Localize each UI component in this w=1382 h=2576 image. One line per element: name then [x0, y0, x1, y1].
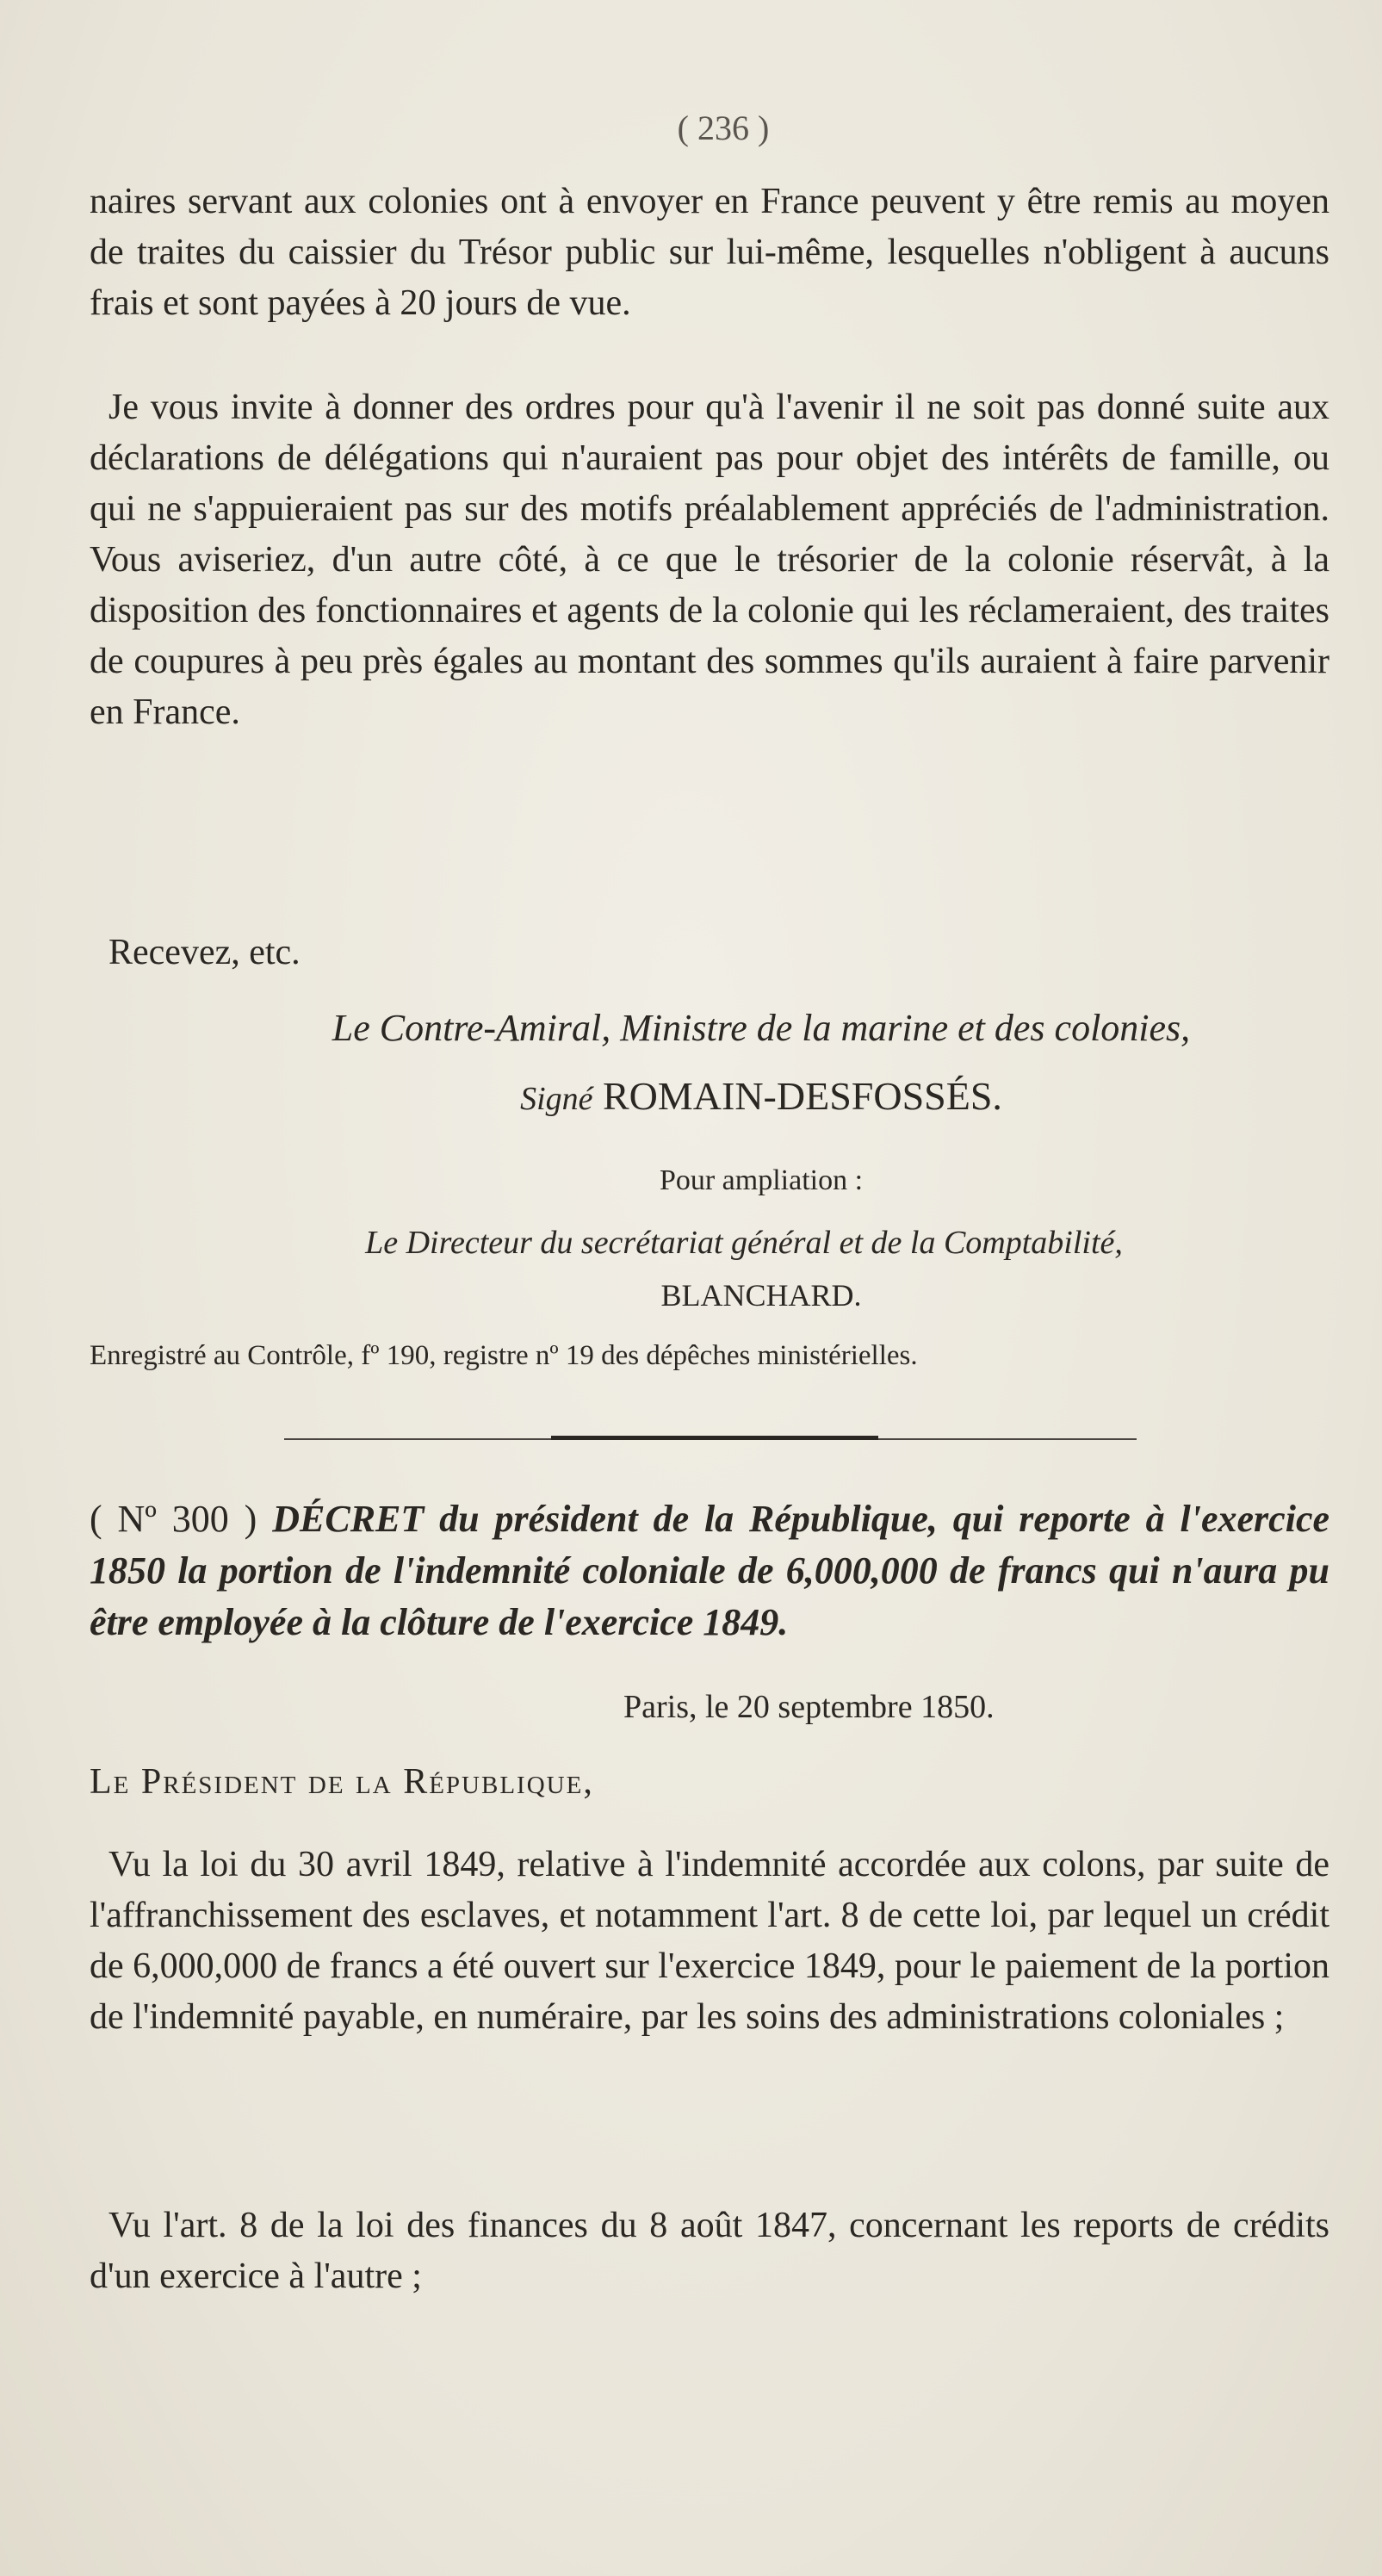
signature-title: Le Contre-Amiral, Ministre de la marine et des colonies,: [332, 1007, 1191, 1049]
intro-paragraph: naires servant aux colonies ont à envoyer en France peuvent y être remis au moyen de traites du caissier du Trésor public sur lui-même, lesquelles n'obligent à aucuns frais et sont payées à 20 jours de vue.: [90, 182, 1329, 323]
closing-formula: Recevez, etc.: [108, 933, 301, 972]
instruction-paragraph: Je vous invite à donner des ordres pour qu'à l'avenir il ne soit pas donné suite aux déclarations de délégations qui n'auraient pas pour objet des intérêts de famille, ou qui ne s'appuieraient pas sur des motifs préalablement appréciés de l'administration. Vous aviseriez, d'un autre côté, à ce que le trésorier de la colonie réservât, à la disposition des fonctionnaires et agents de la colonie qui les réclameraient, des traites de coupures à peu près égales au montant des sommes qu'ils auraient à faire parvenir en France.: [90, 388, 1329, 732]
decree-heading-block: [90, 1493, 1329, 1648]
considering-paragraph-2: Vu l'art. 8 de la loi des finances du 8 août 1847, concernant les reports de crédits d'un exercice à l'autre ;: [90, 2206, 1329, 2296]
decree-date: Paris, le 20 septembre 1850.: [623, 1689, 995, 1725]
signed-label: Signé: [520, 1081, 593, 1117]
president-heading: Le Président de la République,: [90, 1762, 594, 1802]
director-name: BLANCHARD.: [660, 1278, 862, 1313]
ampliation-label: Pour ampliation :: [659, 1164, 864, 1196]
director-title: Le Directeur du secrétariat général et de la Comptabilité,: [365, 1225, 1123, 1261]
signature-line: [90, 1073, 1381, 1119]
registration-note: Enregistré au Contrôle, fº 190, registre nº 19 des dépêches ministérielles.: [90, 1340, 918, 1371]
decree-number: ( Nº 300 ): [90, 1498, 257, 1540]
signatory-name: ROMAIN-DESFOSSÉS.: [603, 1074, 1002, 1118]
page-number: ( 236 ): [677, 109, 770, 147]
considering-paragraph-1: Vu la loi du 30 avril 1849, relative à l'indemnité accordée aux colons, par suite de l'affranchissement des esclaves, et notamment l'art. 8 de cette loi, par lequel un crédit de 6,000,000 de francs a été ouvert sur l'exercice 1849, pour le paiement de la portion de l'indemnité payable, en numéraire, par les soins des administrations coloniales ;: [90, 1845, 1329, 2037]
decree-heading: DÉCRET du président de la République, qui reporte à l'exercice 1850 la portion de l'indemnité coloniale de 6,000,000 de francs qui n'aura pu être employée à la clôture de l'exercice 1849.: [90, 1498, 1329, 1643]
section-divider-ornament: [551, 1436, 878, 1440]
